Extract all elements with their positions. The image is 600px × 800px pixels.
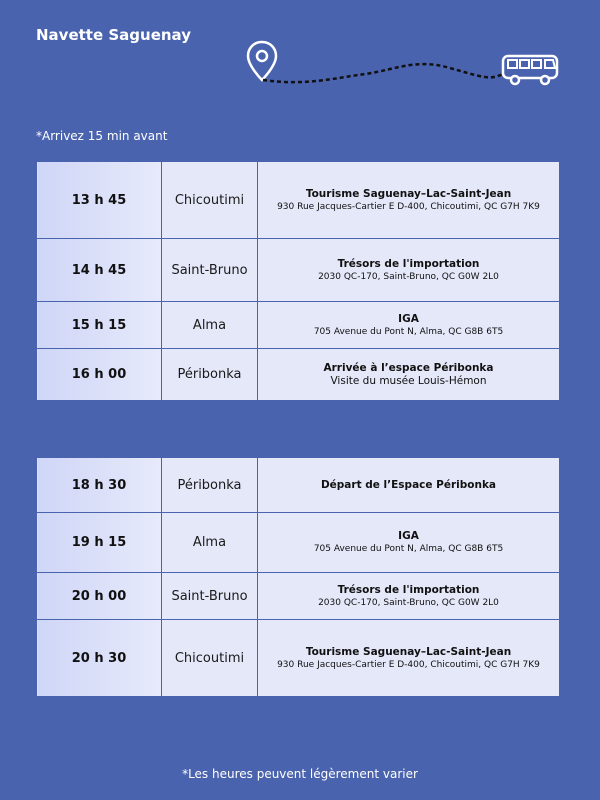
schedule-table-return <box>36 457 560 697</box>
time-cell: 13 h 45 <box>37 162 162 239</box>
place-cell <box>258 302 560 349</box>
place-address: 930 Rue Jacques-Cartier E D-400, Chicoutimi, QC G7H 7K9 <box>277 201 540 212</box>
city-cell: Saint-Bruno <box>162 239 258 302</box>
schedule-table-outbound <box>36 161 560 401</box>
page-title: Navette Saguenay <box>36 26 191 44</box>
map-pin-icon <box>248 42 276 80</box>
place-address: 930 Rue Jacques-Cartier E D-400, Chicoutimi, QC G7H 7K9 <box>277 659 540 670</box>
place-name: Tourisme Saguenay–Lac-Saint-Jean <box>305 187 512 200</box>
table-row <box>37 162 560 239</box>
table-row <box>37 349 560 401</box>
dashed-route <box>263 64 503 82</box>
place-cell <box>258 620 560 697</box>
place-cell <box>258 162 560 239</box>
place-name: Arrivée à l’espace Péribonka <box>323 362 494 374</box>
city-cell: Saint-Bruno <box>162 573 258 620</box>
time-cell: 16 h 00 <box>37 349 162 401</box>
time-cell: 20 h 00 <box>37 573 162 620</box>
time-cell: 14 h 45 <box>37 239 162 302</box>
time-cell: 15 h 15 <box>37 302 162 349</box>
table-row <box>37 458 560 513</box>
place-name: IGA <box>398 530 419 542</box>
place-address: 705 Avenue du Pont N, Alma, QC G8B 6T5 <box>313 326 504 337</box>
place-cell <box>258 349 560 401</box>
city-cell: Alma <box>162 302 258 349</box>
table-row <box>37 620 560 697</box>
place-cell <box>258 573 560 620</box>
route-graphic <box>245 40 565 95</box>
arrival-note: *Arrivez 15 min avant <box>36 129 168 143</box>
place-cell <box>258 239 560 302</box>
table-row <box>37 513 560 573</box>
place-name: Départ de l’Espace Péribonka <box>320 479 497 491</box>
table-row <box>37 302 560 349</box>
bus-icon <box>503 56 557 84</box>
place-name: Tourisme Saguenay–Lac-Saint-Jean <box>305 645 512 658</box>
table-row <box>37 573 560 620</box>
place-address: 2030 QC-170, Saint-Bruno, QC G0W 2L0 <box>318 597 499 608</box>
city-cell: Alma <box>162 513 258 573</box>
time-cell: 19 h 15 <box>37 513 162 573</box>
place-name: IGA <box>398 312 419 325</box>
place-address: 705 Avenue du Pont N, Alma, QC G8B 6T5 <box>313 544 504 554</box>
city-cell: Chicoutimi <box>162 162 258 239</box>
time-cell: 18 h 30 <box>37 458 162 513</box>
place-name: Trésors de l'importation <box>337 257 480 270</box>
place-cell <box>258 513 560 573</box>
place-cell <box>258 458 560 513</box>
time-cell: 20 h 30 <box>37 620 162 697</box>
disclaimer-note: *Les heures peuvent légèrement varier <box>182 767 418 781</box>
city-cell: Péribonka <box>162 458 258 513</box>
place-address: Visite du musée Louis-Hémon <box>330 375 487 387</box>
place-name: Trésors de l'importation <box>337 583 480 596</box>
table-row <box>37 239 560 302</box>
city-cell: Chicoutimi <box>162 620 258 697</box>
city-cell: Péribonka <box>162 349 258 401</box>
place-address: 2030 QC-170, Saint-Bruno, QC G0W 2L0 <box>318 271 499 282</box>
